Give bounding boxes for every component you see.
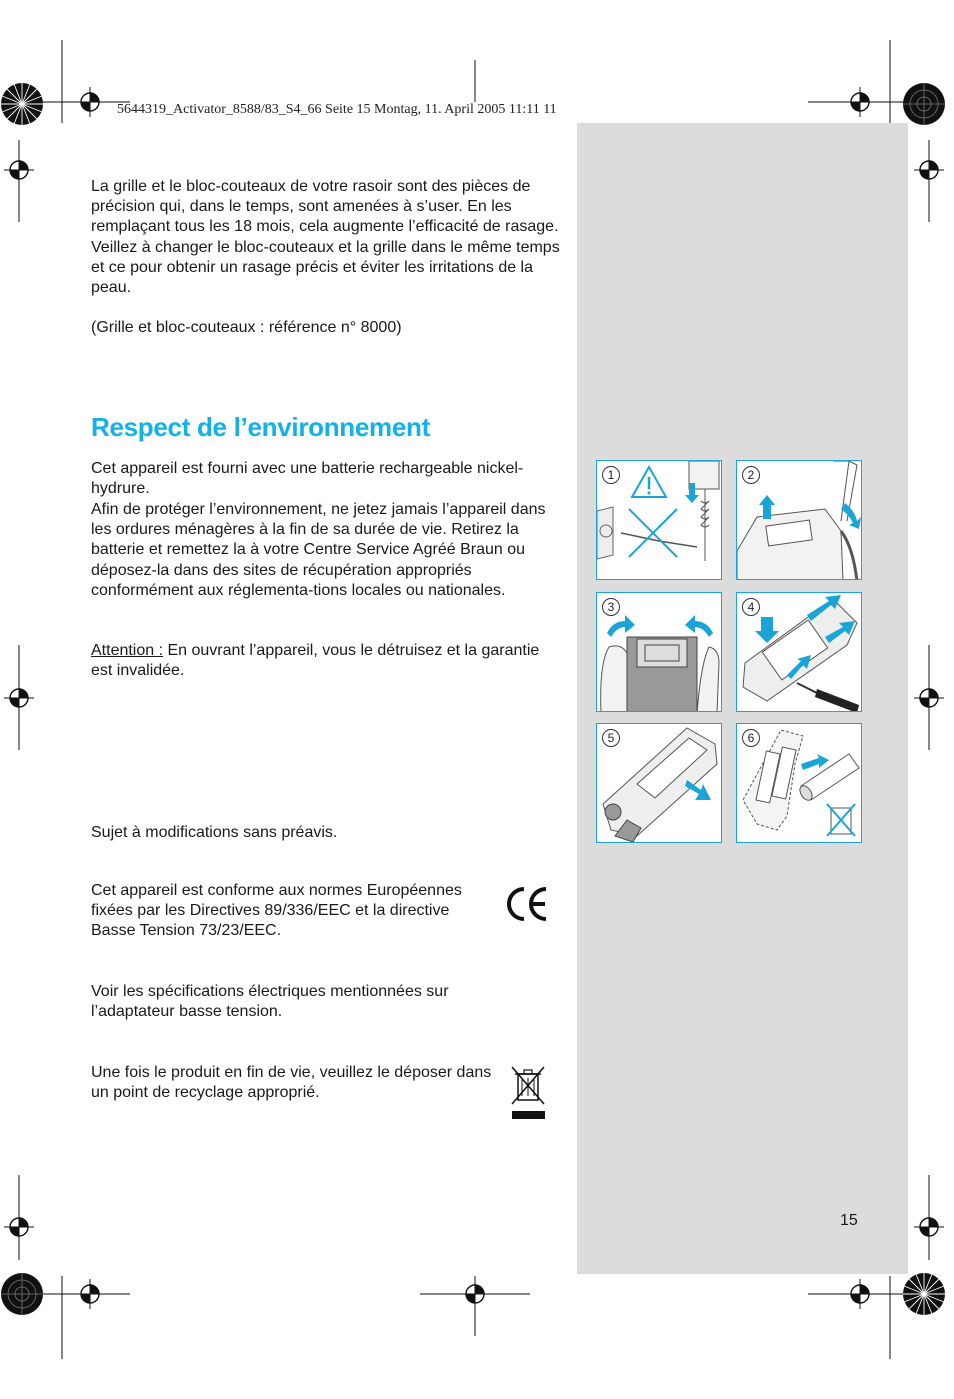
figure-number: 3 <box>602 598 620 616</box>
electrical-paragraph: Voir les spécifications électriques mentionnées sur l’adaptateur basse tension. <box>91 983 449 1021</box>
figure-2 <box>736 460 862 580</box>
registration-mark-icon <box>4 683 34 713</box>
figure-6 <box>736 723 862 843</box>
registration-mark-icon <box>845 87 875 117</box>
figure-1 <box>596 460 722 580</box>
registration-mark-icon <box>4 155 34 185</box>
registration-mark-icon <box>75 87 105 117</box>
disposal-paragraph: Afin de protéger l’environnement, ne jetez jamais l’appareil dans les ordures ménagères à la fin de sa durée de vie. Retirez la batterie et remettez la à votre Centre Service Agréé Braun ou déposez-la dans des sites de récupération appropriés conformément aux réglementa-tions locales ou nationales. <box>91 501 546 599</box>
figure-number: 2 <box>742 466 760 484</box>
registration-mark-icon <box>914 1212 944 1242</box>
registration-mark-icon <box>914 155 944 185</box>
figure-number: 5 <box>602 729 620 747</box>
starburst-target-icon <box>902 82 946 126</box>
registration-mark-icon <box>914 683 944 713</box>
figure-5 <box>596 723 722 843</box>
crossed-out-bin-icon <box>508 1064 548 1122</box>
recycling-paragraph: Une fois le produit en fin de vie, veuillez le déposer dans un point de recyclage approprié. <box>91 1064 492 1102</box>
attention-paragraph <box>91 641 561 681</box>
attention-label: Attention : <box>91 642 164 659</box>
attention-text: En ouvrant l’appareil, vous le détruisez et la garantie est invalidée. <box>91 642 540 680</box>
battery-paragraph: Cet appareil est fourni avec une batterie rechargeable nickel-hydrure. <box>91 460 524 498</box>
figure-number: 4 <box>742 598 760 616</box>
starburst-target-icon <box>0 1272 44 1316</box>
intro-paragraph: La grille et le bloc-couteaux de votre rasoir sont des pièces de précision qui, dans le temps, sont amenées à s’user. En les remplaçant tous les 18 mois, cela augmente l’efficacité de rasage. Veillez à changer le bloc-couteaux et la grille dans le même temps et ce pour obtenir un rasage précis et éviter les irritations de la peau. <box>91 178 560 297</box>
section-title: Respect de l’environnement <box>91 412 430 442</box>
registration-mark-icon <box>460 1279 490 1309</box>
registration-mark-icon <box>75 1279 105 1309</box>
modifications-paragraph: Sujet à modifications sans préavis. <box>91 824 338 841</box>
starburst-target-icon <box>902 1272 946 1316</box>
figure-number: 1 <box>602 466 620 484</box>
ce-mark-icon <box>504 884 550 924</box>
figure-4 <box>736 592 862 712</box>
page-number: 15 <box>840 1212 858 1229</box>
print-header: 5644319_Activator_8588/83_S4_66 Seite 15 Montag, 11. April 2005 11:11 11 <box>117 102 557 117</box>
reference-paragraph: (Grille et bloc-couteaux : référence n° 8000) <box>91 319 402 336</box>
figure-3 <box>596 592 722 712</box>
registration-mark-icon <box>4 1212 34 1242</box>
figure-number: 6 <box>742 729 760 747</box>
starburst-target-icon <box>0 82 44 126</box>
conformity-paragraph: Cet appareil est conforme aux normes Européennes fixées par les Directives 89/336/EEC et la directive Basse Tension 73/23/EEC. <box>91 882 462 940</box>
registration-mark-icon <box>845 1279 875 1309</box>
